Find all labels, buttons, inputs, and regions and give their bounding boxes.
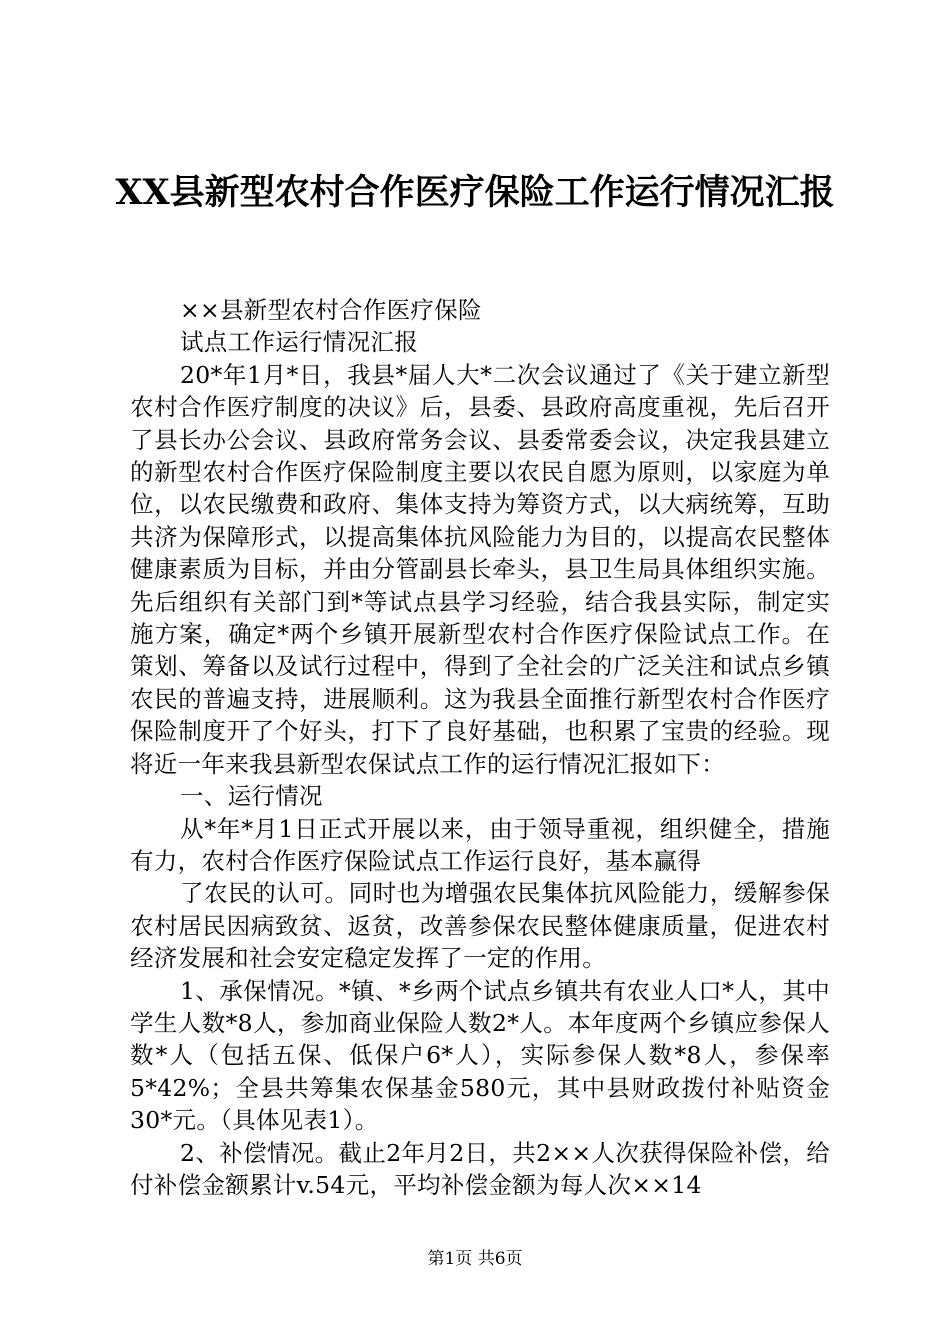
body-paragraph: 试点工作运行情况汇报 [180, 328, 418, 357]
body-paragraph: 从*年*月1日正式开展以来，由于领导重视，组织健全，措施有力，农村合作医疗保险试点工作运行良好，基本赢得 [130, 814, 830, 875]
document-body [130, 294, 830, 1201]
body-paragraph: ××县新型农村合作医疗保险 [180, 296, 482, 324]
body-paragraph: 1、承保情况。*镇、*乡两个试点乡镇共有农业人口*人，其中学生人数*8人，参加商业保险人数2*人。本年度两个乡镇应参保人数*人（包括五保、低保户6*人），实际参保人数*8人，参保率5*42%；全县共筹集农保基金580元，其中县财政拨付补贴资金30*元。（具体见表1）。 [130, 976, 830, 1135]
body-paragraph: 2、补偿情况。截止2年月2日，共2××人次获得保险补偿，给付补偿金额累计v.54元，平均补偿金额为每人次××14 [130, 1138, 830, 1199]
section-heading: 一、运行情况 [180, 782, 323, 811]
page-number: 第1页 共6页 [427, 1249, 523, 1269]
body-paragraph: 20*年1月*日，我县*届人大*二次会议通过了《关于建立新型农村合作医疗制度的决议》后，县委、县政府高度重视，先后召开了县长办公会议、县政府常务会议、县委常委会议，决定我县建立的新型农村合作医疗保险制度主要以农民自愿为原则，以家庭为单位，以农民缴费和政府、集体支持为筹资方式，以大病统筹，互助共济为保障形式，以提高集体抗风险能力为目的，以提高农民整体健康素质为目标，并由分管副县长牵头，县卫生局具体组织实施。先后组织有关部门到*等试点县学习经验，结合我县实际，制定实施方案，确定*两个乡镇开展新型农村合作医疗保险试点工作。在策划、筹备以及试行过程中，得到了全社会的广泛关注和试点乡镇农民的普遍支持，进展顺利。这为我县全面推行新型农村合作医疗保险制度开了个好头，打下了良好基础，也积累了宝贵的经验。现将近一年来我县新型农保试点工作的运行情况汇报如下： [130, 360, 830, 778]
body-paragraph: 了农民的认可。同时也为增强农民集体抗风险能力，缓解参保农村居民因病致贫、返贫，改善参保农民整体健康质量，促进农村经济发展和社会安定稳定发挥了一定的作用。 [130, 879, 830, 973]
document-title: XX县新型农村合作医疗保险工作运行情况汇报 [115, 172, 835, 213]
